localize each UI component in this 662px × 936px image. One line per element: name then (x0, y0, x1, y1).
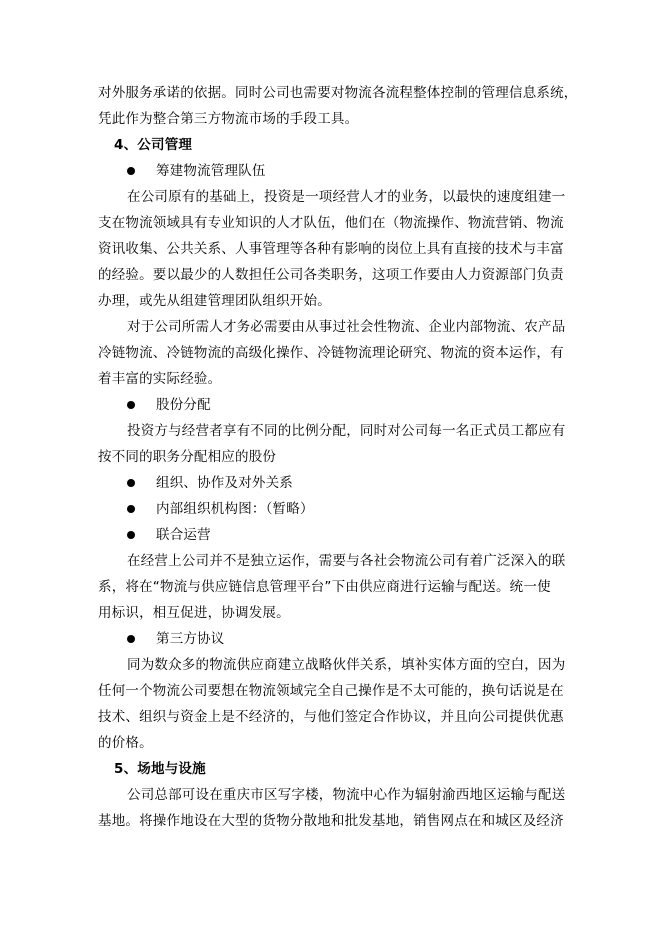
body-text-line: 在公司原有的基础上，投资是一项经营人才的业务，以最快的速度组建一 (127, 189, 566, 205)
body-text-line: 在经营上公司并不是独立运作，需要与各社会物流公司有着广泛深入的联 (127, 553, 566, 569)
bullet-label: 筹建物流管理队伍 (156, 163, 266, 179)
bullet-item (98, 392, 560, 418)
document-page (98, 80, 578, 834)
body-text-line: 投资方与经营者享有不同的比例分配，同时对公司每一名正式员工都应有 (127, 423, 566, 439)
bullet-label: 第三方协议 (156, 631, 225, 647)
body-text-line: 对于公司所需人才务必需要由从事过社会性物流、企业内部物流、农产品 (127, 319, 566, 335)
bullet-icon (127, 167, 135, 175)
bullet-label: 组织、协作及对外关系 (156, 475, 293, 491)
body-text-line: 公司总部可设在重庆市区写字楼，物流中心作为辐射渝西地区运输与配送 (127, 787, 566, 803)
bullet-item (98, 470, 560, 496)
bullet-icon (127, 479, 135, 487)
body-text-line: 支在物流领域具有专业知识的人才队伍，他们在（物流操作、物流营销、物流 (98, 215, 564, 231)
section-heading: 5、场地与设施 (114, 761, 206, 777)
bullet-label: 内部组织机构图：（暂略） (156, 501, 314, 517)
bullet-item (98, 522, 560, 548)
body-text-line: 凭此作为整合第三方物流市场的手段工具。 (98, 111, 359, 127)
body-text-line: 的经验。要以最少的人数担任公司各类职务，这项工作要由人力资源部门负责 (98, 267, 564, 283)
bullet-label: 股份分配 (156, 397, 211, 413)
body-text-line: 同为数众多的物流供应商建立战略伙伴关系，填补实体方面的空白，因为 (127, 657, 566, 673)
body-text-line: 办理，或先从组建管理团队组织开始。 (98, 293, 331, 309)
body-text-line: 冷链物流、冷链物流的高级化操作、冷链物流理论研究、物流的资本运作，有 (98, 345, 564, 361)
body-text-line: 用标识，相互促进，协调发展。 (98, 605, 290, 621)
body-text-line: 基地。将操作地设在大型的货物分散地和批发基地，销售网点在和城区及经济 (98, 813, 564, 829)
body-text-line: 着丰富的实际经验。 (98, 371, 222, 387)
bullet-item (98, 496, 560, 522)
bullet-icon (127, 531, 135, 539)
body-text-line: 对外服务承诺的依据。同时公司也需要对物流各流程整体控制的管理信息系统， (98, 85, 578, 101)
body-text-line: 任何一个物流公司要想在物流领域完全自己操作是不太可能的，换句话说是在 (98, 683, 564, 699)
body-text-line: 的价格。 (98, 735, 153, 751)
body-text-line: 按不同的职务分配相应的股份 (98, 449, 277, 465)
bullet-icon (127, 635, 135, 643)
bullet-label: 联合运营 (156, 527, 211, 543)
bullet-icon (127, 401, 135, 409)
body-text-line: 技术、组织与资金上是不经济的，与他们签定合作协议，并且向公司提供优惠 (98, 709, 564, 725)
body-text-line: 系，将在“物流与供应链信息管理平台”下由供应商进行运输与配送。统一使 (98, 579, 551, 595)
bullet-item (98, 626, 560, 652)
body-text-line: 资讯收集、公共关系、人事管理等各种有影响的岗位上具有直接的技术与丰富 (98, 241, 564, 257)
bullet-icon (127, 505, 135, 513)
section-heading: 4、公司管理 (114, 137, 193, 153)
bullet-item (98, 158, 560, 184)
